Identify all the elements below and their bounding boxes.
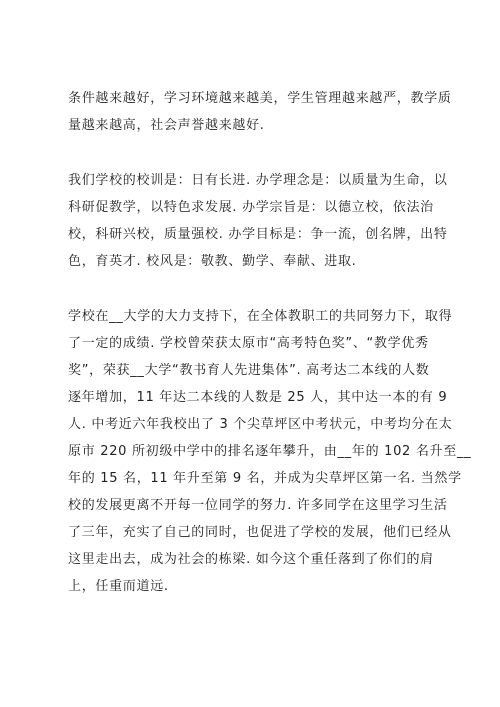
paragraph-3-line-5: 人. 中考近六年我校出了 3 个尖草坪区中考状元，中考均分在太 [68,417,453,432]
paragraph-3-line-7: 年的 15 名，11 年升至第 9 名，并成为尖草坪区第一名. 当然学 [68,471,462,486]
paragraph-3-line-8: 校的发展更离不开每一位同学的努力. 许多同学在这里学习生活 [68,498,448,513]
paragraph-3-line-9: 了三年，充实了自己的同时，也促进了学校的发展，他们已经从 [68,525,452,540]
paragraph-2-line-1: 我们学校的校训是：日有长进. 办学理念是：以质量为生命，以 [68,173,448,188]
paragraph-2-line-3: 校，科研兴校，质量强校. 办学目标是：争一流，创名牌，出特 [68,227,448,242]
paragraph-1-line-1: 条件越来越好，学习环境越来越美，学生管理越来越严，教学质 [68,91,452,106]
paragraph-2-line-4: 色，育英才. 校风是：敬教、勤学、奉献、进取. [68,254,357,269]
paragraph-3-line-6: 原市 220 所初级中学中的排名逐年攀升，由__年的 102 名升至__ [68,444,472,459]
paragraph-3-line-4: 逐年增加，11 年达二本线的人数是 25 人，其中达一本的有 9 [68,390,448,405]
paragraph-3-line-3: 奖”，荣获__大学“教书育人先进集体”. 高考达二本线的人数 [68,363,430,378]
paragraph-2-line-2: 科研促教学，以特色求发展. 办学宗旨是：以德立校，依法治 [68,200,434,215]
paragraph-3-line-10: 这里走出去，成为社会的栋梁. 如今这个重任落到了你们的肩 [68,552,434,567]
paragraph-1-line-2: 量越来越高，社会声誉越来越好. [68,118,265,133]
paragraph-3-line-1: 学校在__大学的大力支持下，在全体教职工的共同努力下，取得 [68,309,453,324]
paragraph-3-line-2: 了一定的成绩. 学校曾荣获太原市“高考特色奖”、“教学优秀 [68,336,429,351]
paragraph-3-line-11: 上，任重而道远. [68,579,169,594]
